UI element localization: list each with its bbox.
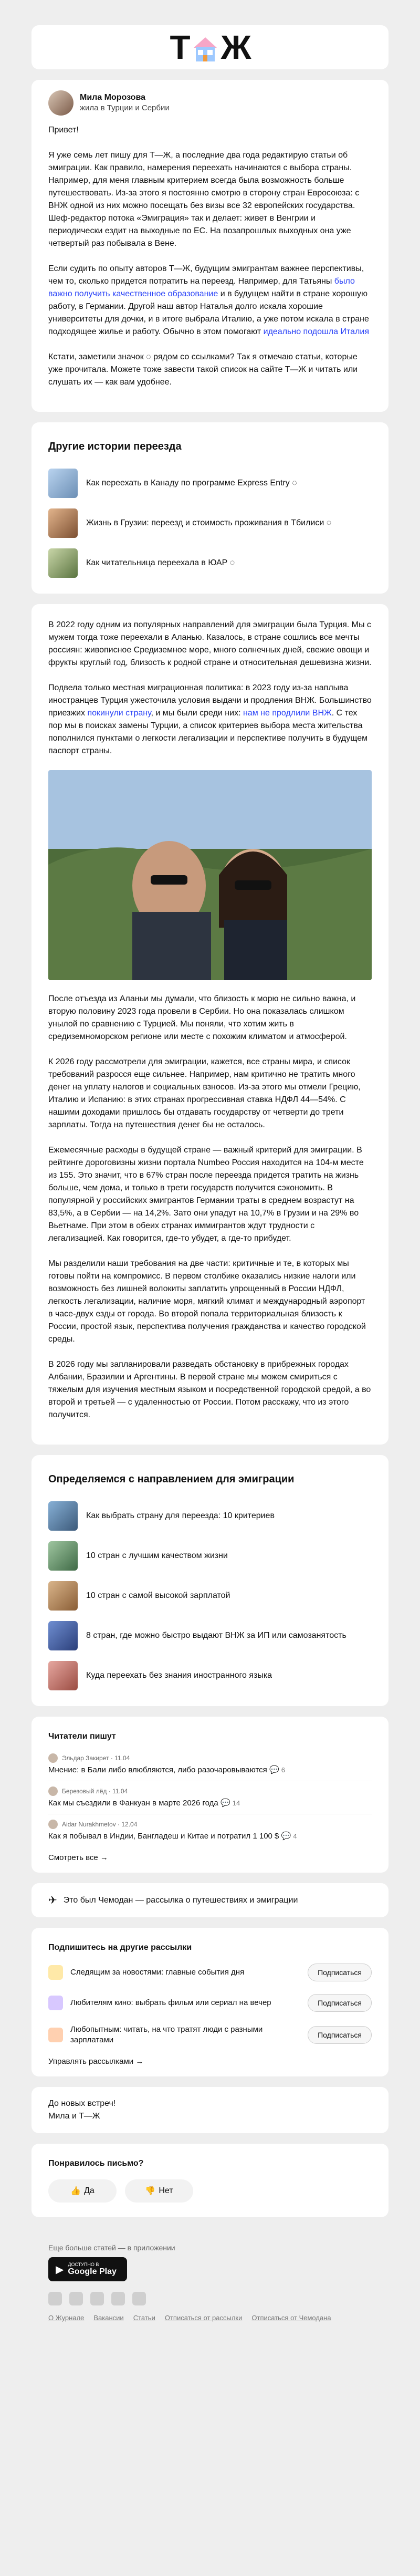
direction-item-title: 10 стран с самой высокой зарплатой [86, 1591, 230, 1600]
story-title: Жизнь в Грузии: переезд и стоимость проживания в Тбилиси ◌ [86, 518, 332, 527]
intro-paragraph-3: Кстати, заметили значок ◌ рядом со ссылками? Так я отмечаю статьи, которые уже прочитала. Можете тоже завести такой список на сайте Т—Ж и читать или слушать их — как вам удобнее. [48, 352, 358, 387]
readers-card [32, 1717, 388, 1873]
chemodan-banner [32, 1883, 388, 1917]
comment-icon: 💬 [281, 1832, 291, 1841]
thumbs-down-icon: 👎 [145, 2187, 156, 2196]
direction-item-title: Как выбрать страну для переезда: 10 критериев [86, 1511, 275, 1520]
reader-post-title: Как я побывал в Индии, Бангладеш и Китае и потратил 1 100 $ [48, 1832, 279, 1841]
x-icon[interactable] [111, 2292, 125, 2305]
intro-greeting: Привет! [48, 126, 79, 134]
money-icon [48, 2028, 63, 2042]
youtube-icon[interactable] [90, 2292, 104, 2305]
manage-subscriptions-link[interactable]: Управлять рассылками → [48, 2057, 144, 2066]
signoff-line-2: Мила и Т—Ж [48, 2112, 100, 2121]
subscribe-title: Подпишитесь на другие рассылки [48, 1943, 192, 1952]
readers-title: Читатели пишут [48, 1732, 116, 1741]
link-vnzh[interactable]: нам не продлили ВНЖ [243, 709, 332, 718]
subscribe-row [48, 2018, 372, 2052]
signoff-line-1: До новых встреч! [48, 2099, 116, 2108]
subscribe-button[interactable]: Подписаться [308, 1964, 372, 1981]
story-item[interactable] [48, 503, 372, 543]
airplane-icon: ✈ [48, 1895, 57, 1906]
article-paragraph-2: Подвела только местная миграционная политика: в 2023 году из-за наплыва иностранцев Турция ужесточила условия выдачи и продления ВНЖ. Большинство приезжих покинули страну, и мы были среди них: нам не продлили ВНЖ. С тех пор мы в поисках замены Турции, а список критериев выбора места жительства пополнился пунктами о легкости легализации и перспективе получить в будущем паспорт страны. [48, 683, 372, 755]
film-icon [48, 1996, 63, 2010]
subscribe-button[interactable]: Подписаться [308, 1994, 372, 2012]
subscribe-description: Любопытным: читать, на что тратят люди с разными зарплатами [70, 2025, 263, 2044]
subscribe-row [48, 1957, 372, 1988]
signoff-card [32, 2087, 388, 2133]
reader-post[interactable] [48, 1814, 372, 1847]
story-item[interactable] [48, 463, 372, 503]
comment-count: 4 [293, 1832, 297, 1840]
direction-item-title: Куда переехать без знания иностранного языка [86, 1671, 272, 1680]
author-block [48, 90, 372, 116]
article-card [32, 604, 388, 1445]
direction-item-title: 10 стран с лучшим качеством жизни [86, 1551, 228, 1560]
reader-post-title: Как мы съездили в Фанкуан в марте 2026 года [48, 1799, 218, 1808]
intro-paragraph-1: Я уже семь лет пишу для Т—Ж, а последние два года редактирую статьи об эмиграции. Как правило, намерения переехать начинаются с выбора страны. Например, для меня главным критерием всегда была возможность больше путешествовать. Из-за этого я постоянно смотрю в сторону стран Евросоюза: с ВНЖ одной из них можно посещать без визы все 32 европейских государства. Шеф-редактор потока «Эмиграция» так и делает: живет в Венгрии и периодически ездит на выходные по ЕС. На позапрошлых выходных она уже четвертый раз побывала в Вене. [48, 151, 360, 248]
avatar [48, 90, 74, 116]
author-subtitle: жила в Турции и Сербии [80, 103, 170, 112]
intro-card [32, 80, 388, 412]
dzen-icon[interactable] [132, 2292, 146, 2305]
article-paragraph-5: Ежемесячные расходы в будущей стране — важный критерий для эмиграции. В рейтинге дороговизны жизни портала Numbeo Россия находится на 104-м месте из 155. Это значит, что в 67% стран после переезда придется тратить на жизнь больше, чем дома, и только в трети государств получится сэкономить. В популярной у российских эмигрантов Германии траты в среднем возрастут на 83,5%, а в Сербии — на 14,2%. Зато они упадут на 10,7% в Грузии и на 29% во Вьетнаме. При этом в обеих странах иммигрантов ждут трудности с легализацией. Как говорится, где-то убудет, а где-то прибудет. [48, 1146, 364, 1243]
logo-letter-left: Т [170, 28, 190, 66]
comment-count: 14 [232, 1799, 240, 1807]
footer-link-unsubscribe-all[interactable]: Отписаться от рассылки [164, 2314, 243, 2322]
logo-letter-right: Ж [220, 28, 250, 66]
feedback-card [32, 2144, 388, 2217]
comment-icon: 💬 [220, 1799, 230, 1808]
direction-item[interactable] [48, 1536, 372, 1576]
reader-post-title: Мнение: в Бали либо влюбляются, либо разочаровываются [48, 1765, 267, 1774]
footer-link-articles[interactable]: Статьи [133, 2314, 155, 2322]
avatar [48, 1786, 58, 1796]
direction-item-title: 8 стран, где можно быстро выдают ВНЖ за ИП или самозанятость [86, 1631, 346, 1640]
article-paragraph-3: После отъезда из Аланьи мы думали, что близость к морю не сильно важна, и вторую половину 2023 года провели в Сербии. Но она показалась слишком унылой по сравнению с Турцией. Мы поняли, что хотим жить в средиземноморском регионе или месте с похожим климатом и атмосферой. [48, 994, 356, 1041]
tzh-logo[interactable] [170, 28, 250, 67]
comment-count: 6 [281, 1766, 286, 1774]
social-links [48, 2292, 372, 2305]
feedback-title: Понравилось письмо? [48, 2159, 144, 2168]
article-paragraph-1: В 2022 году одним из популярных направлений для эмиграции была Турция. Мы с мужем тогда тоже переехали в Аланью. Казалось, в стране сошлись все мечты россиян: живописное Средиземное море, много солнечных дней, свежие овощи и фрукты круглый год, близость к родной стране и относительная дешевизна жизни. [48, 620, 372, 667]
direction-item[interactable] [48, 1616, 372, 1656]
footer-link-jobs[interactable]: Вакансии [93, 2314, 124, 2322]
subscribe-card [32, 1928, 388, 2076]
article-paragraph-4: К 2026 году рассмотрели для эмиграции, кажется, все страны мира, и список требований разросся еще сильнее. Например, нам критично не тратить много денег на уплату налогов и социальных взносов. Из-за этого мы отмели Грецию, Италию и Испанию: в этих странах прогрессивная ставка НДФЛ 44—54%. С нашими доходами пришлось бы отдавать государству от четверти до трети зарплаты. Тогда на путешествия денег бы не осталось. [48, 1057, 361, 1129]
story-thumbnail [48, 548, 78, 578]
subscribe-button[interactable]: Подписаться [308, 2026, 372, 2044]
direction-thumbnail [48, 1501, 78, 1531]
vote-no-button[interactable]: 👎 Нет [125, 2179, 193, 2203]
reader-meta: Aidar Nurakhmetov · 12.04 [62, 1821, 138, 1828]
app-promo-text: Еще больше статей — в приложении [48, 2243, 175, 2252]
vote-yes-button[interactable]: 👍 Да [48, 2179, 117, 2203]
avatar [48, 1820, 58, 1829]
footer [32, 2228, 388, 2338]
reader-post[interactable] [48, 1748, 372, 1781]
author-name: Мила Морозова [80, 93, 145, 102]
link-italy[interactable]: идеально подошла Италия [263, 327, 369, 336]
couple-selfie-photo [48, 770, 372, 980]
avatar [48, 1753, 58, 1763]
subscribe-description: Любителям кино: выбрать фильм или сериал на вечер [70, 1998, 271, 2007]
direction-item[interactable] [48, 1576, 372, 1616]
direction-thumbnail [48, 1661, 78, 1690]
subscribe-row [48, 1988, 372, 2018]
footer-link-unsubscribe-chemodan[interactable]: Отписаться от Чемодана [251, 2314, 331, 2322]
news-icon [48, 1965, 63, 1980]
logo-card [32, 25, 388, 69]
direction-title: Определяемся с направлением для эмиграции [48, 1473, 295, 1485]
link-left-country[interactable]: покинули страну [87, 709, 151, 718]
reader-post[interactable] [48, 1781, 372, 1814]
story-title: Как читательница переехала в ЮАР ◌ [86, 558, 235, 567]
other-stories-card [32, 422, 388, 594]
article-paragraph-7: В 2026 году мы запланировали разведать обстановку в прибрежных городах Албании, Бразилии и Аргентины. В первой стране мы можем смириться с тяжелым для изучения местным языком и посредственной городской средой, а во второй и третьей — с удаленностью от России. Потом расскажу, что из этого получится. [48, 1360, 371, 1419]
see-all-link[interactable]: Смотреть все → [48, 1853, 108, 1862]
direction-item[interactable] [48, 1496, 372, 1536]
house-logo-icon [191, 33, 220, 62]
google-play-icon: ▶ [56, 2263, 64, 2276]
link-education[interactable]: было важно получить качественное образование [48, 277, 355, 298]
banner-text: Это был Чемодан — рассылка о путешествиях и эмиграции [63, 1895, 298, 1905]
direction-card [32, 1455, 388, 1706]
story-thumbnail [48, 508, 78, 538]
other-stories-title: Другие истории переезда [48, 441, 182, 452]
subscribe-description: Следящим за новостями: главные события дня [70, 1968, 245, 1977]
footer-link-about[interactable]: О Журнале [48, 2314, 85, 2322]
story-item[interactable] [48, 543, 372, 583]
direction-thumbnail [48, 1581, 78, 1611]
reader-meta: Эльдар Закирет · 11.04 [62, 1754, 130, 1762]
telegram-icon[interactable] [69, 2292, 83, 2305]
story-thumbnail [48, 469, 78, 498]
article-paragraph-6: Мы разделили наши требования на две части: критичные и те, в которых мы готовы пойти на компромисс. В первом столбике оказались низкие налоги или возможность без лишней волокиты заплатить упрощенный в России НДФЛ, легкость легализации, наличие моря, мягкий климат и международный аэропорт в часе-двух езды от города. Во второй попала территориальная близость к России, простой язык, перспектива получения гражданства и качество городской среды. [48, 1259, 366, 1344]
reader-meta: Березовый лёд · 11.04 [62, 1788, 128, 1795]
direction-thumbnail [48, 1621, 78, 1650]
vk-icon[interactable] [48, 2292, 62, 2305]
footer-links [48, 2314, 372, 2322]
story-title: Как переехать в Канаду по программе Express Entry ◌ [86, 479, 297, 487]
google-play-badge[interactable]: ▶ ДОСТУПНО В Google Play [48, 2257, 127, 2281]
comment-icon: 💬 [269, 1765, 279, 1774]
thumbs-up-icon: 👍 [70, 2187, 81, 2196]
direction-item[interactable] [48, 1656, 372, 1696]
direction-thumbnail [48, 1541, 78, 1571]
intro-paragraph-2: Если судить по опыту авторов Т—Ж, будущим эмигрантам важнее перспективы, чем то, сколько придется потратить на переезд. Например, для Татьяны было важно получить качественное образование и в будущем найти в стране хорошую работу, в Германии. Другой наш автор Наталья долго искала хорошие университеты для дочки, и в итоге выбрала Италию, а уже потом искала в стране подходящее жилье и работу. Обычно в этом помогают идеально подошла Италия [48, 264, 369, 336]
